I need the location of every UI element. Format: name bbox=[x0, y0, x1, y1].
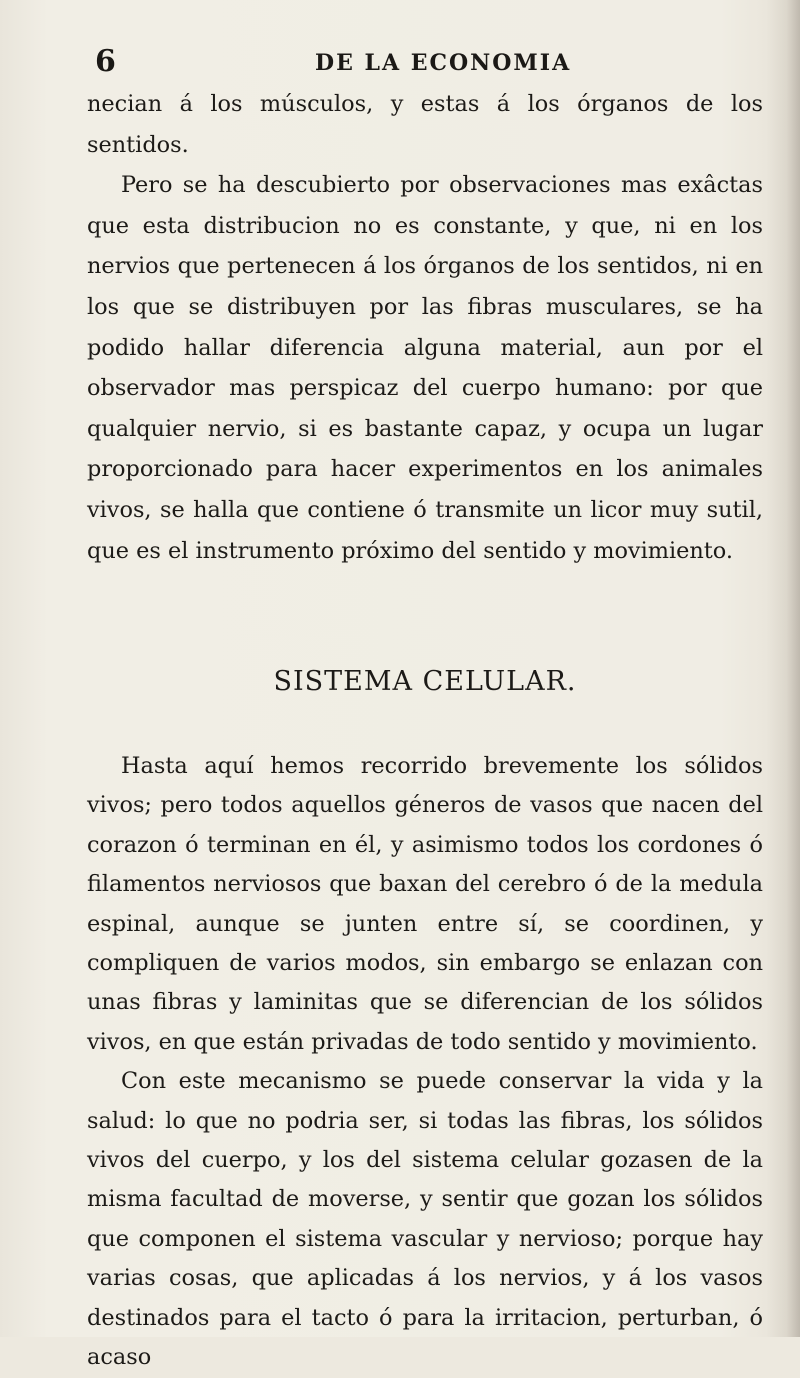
page-header bbox=[95, 42, 755, 82]
page-edge-shadow bbox=[766, 0, 800, 1337]
paragraph-continuation: necian á los músculos, y estas á los órganos de los sentidos. bbox=[87, 91, 763, 158]
text-block-upper bbox=[87, 84, 763, 571]
page-number: 6 bbox=[95, 44, 116, 79]
paragraph: Pero se ha descubierto por observaciones mas exâctas que esta distribucion no es constante, y que, ni en los nervios que pertenecen á los órganos de los sentidos, ni en los que se distribuyen por las fibras musculares, se ha podido hallar diferencia alguna material, aun por el observador mas perspicaz del cuerpo humano: por que qualquier nervio, si es bastante capaz, y ocupa un lugar proporcionado para hacer experimentos en los animales vivos, se halla que contiene ó transmite un licor muy sutil, que es el instrumento próximo del sentido y movimiento. bbox=[87, 172, 763, 564]
running-head: DE LA ECONOMIA bbox=[315, 50, 572, 76]
paragraph: Hasta aquí hemos recorrido brevemente los sólidos vivos; pero todos aquellos géneros de vasos que nacen del corazon ó terminan en él, y asimismo todos los cordones ó filamentos nerviosos que baxan del cerebro ó de la medula espinal, aunque se junten entre sí, se coordinen, y compliquen de varios modos, sin embargo se enlazan con unas fibras y laminitas que se diferencian de los sólidos vivos, en que están privadas de todo sentido y movimiento. bbox=[87, 753, 763, 1055]
section-heading: SISTEMA CELULAR. bbox=[273, 666, 577, 697]
text-block-lower bbox=[87, 747, 763, 1378]
paragraph: Con este mecanismo se puede conservar la vida y la salud: lo que no podria ser, si todas las fibras, los sólidos vivos del cuerpo, y los del sistema celular gozasen de la misma facultad de moverse, y sentir que gozan los sólidos que componen el sistema vascular y nervioso; porque hay varias cosas, que aplicadas á los nervios, y á los vasos destinados para el tacto ó para la irritacion, perturban, ó acaso bbox=[87, 1068, 763, 1371]
